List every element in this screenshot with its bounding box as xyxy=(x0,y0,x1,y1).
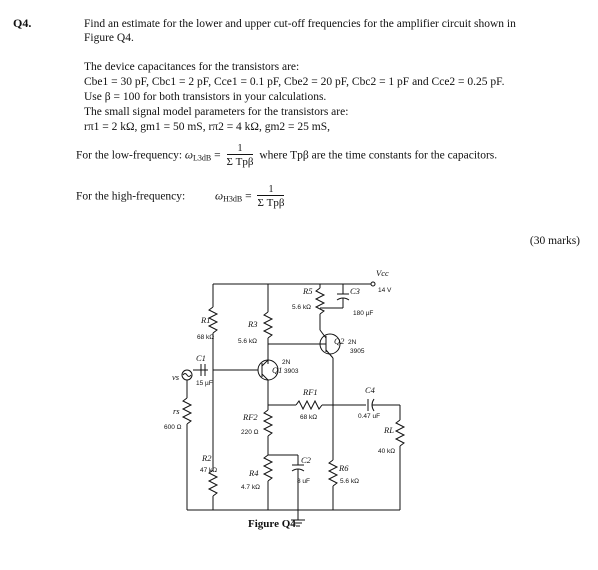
r1-label: R1 xyxy=(201,315,211,325)
rf2-label: RF2 xyxy=(243,412,258,422)
low-omega-subscript: L3dB xyxy=(193,153,212,163)
rs-label: rs xyxy=(173,406,180,416)
c4-value: 0.47 uF xyxy=(358,413,381,420)
low-omega-symbol: ω xyxy=(184,149,194,162)
q1-part2: 3903 xyxy=(284,368,299,375)
r5-value: 5.6 kΩ xyxy=(292,304,311,311)
vs-label: vs xyxy=(172,372,180,382)
high-fraction-denominator: Σ Tpβ xyxy=(257,197,285,209)
q2-label: Q2 xyxy=(334,336,345,346)
c4-label: C4 xyxy=(365,385,375,395)
question-number: Q4. xyxy=(13,16,32,30)
q1-part1: 2N xyxy=(282,359,291,366)
beta-statement: Use β = 100 for both transistors in your calculations. xyxy=(84,91,327,103)
r1-value: 68 kΩ xyxy=(197,334,215,341)
rl-value: 40 kΩ xyxy=(378,448,396,455)
capacitance-values: Cbe1 = 30 pF, Cbc1 = 2 pF, Cce1 = 0.1 pF, Cbe2 = 20 pF, Cbc2 = 1 pF and Cce2 = 0.25 pF. xyxy=(84,76,505,88)
r4-value: 4.7 kΩ xyxy=(241,484,260,491)
model-heading: The small signal model parameters for the transistors are: xyxy=(84,106,349,118)
high-frequency-formula: For the high-frequency: $\omega_{H3dB}$ = $\frac{1}{\text{Σ Tpβ}}$ xyxy=(76,184,285,209)
r3-label: R3 xyxy=(248,319,258,329)
low-fraction-numerator: 1 xyxy=(227,143,254,155)
high-omega-subscript: H3dB xyxy=(223,194,243,204)
low-frequency-label: For the low-frequency: xyxy=(76,149,183,162)
low-frequency-formula: For the low-frequency: $\omega_{L3dB}$ = $\frac{1}{\text{Σ Tpβ}}$ where Tpβ are the time constants for the capacitors. xyxy=(76,143,498,168)
c2-label: C2 xyxy=(301,455,311,465)
rs-value: 600 Ω xyxy=(164,424,182,431)
rf1-label: RF1 xyxy=(303,387,318,397)
question-text-line1: Find an estimate for the lower and upper cut-off frequencies for the amplifier circuit shown in xyxy=(84,18,516,30)
vcc-value: 14 V xyxy=(378,287,392,294)
q2-part2: 3905 xyxy=(350,348,365,355)
rf2-value: 220 Ω xyxy=(241,429,259,436)
vcc-label: Vcc xyxy=(376,268,389,278)
c1-label: C1 xyxy=(196,353,206,363)
r6-value: 5.6 kΩ xyxy=(340,478,359,485)
figure-caption: Figure Q4 xyxy=(248,518,296,530)
low-fraction-denominator: Σ Tpβ xyxy=(226,156,254,168)
high-fraction-numerator: 1 xyxy=(257,184,284,196)
capacitance-heading: The device capacitances for the transistors are: xyxy=(84,61,300,73)
q2-part1: 2N xyxy=(348,339,357,346)
rf1-value: 68 kΩ xyxy=(300,414,318,421)
q1-label: Q1 xyxy=(272,365,283,375)
c1-value: 15 µF xyxy=(196,380,213,387)
high-frequency-label: For the high-frequency: xyxy=(76,190,186,203)
model-values: rπ1 = 2 kΩ, gm1 = 50 mS, rπ2 = 4 kΩ, gm2 = 25 mS, xyxy=(84,121,331,133)
marks-label: (30 marks) xyxy=(529,235,580,247)
r6-label: R6 xyxy=(339,463,349,473)
high-omega-symbol: ω xyxy=(214,190,224,203)
r5-label: R5 xyxy=(303,286,313,296)
c3-label: C3 xyxy=(350,286,360,296)
r3-value: 5.6 kΩ xyxy=(238,338,257,345)
rl-label: RL xyxy=(384,425,394,435)
r2-label: R2 xyxy=(202,453,212,463)
r4-label: R4 xyxy=(249,468,259,478)
low-frequency-note: where Tpβ are the time constants for the capacitors. xyxy=(259,149,498,162)
question-text-line2: Figure Q4. xyxy=(84,32,134,44)
r2-value: 47 kΩ xyxy=(200,467,218,474)
c2-value: 8 uF xyxy=(297,478,311,485)
c3-value: 180 µF xyxy=(353,310,374,317)
